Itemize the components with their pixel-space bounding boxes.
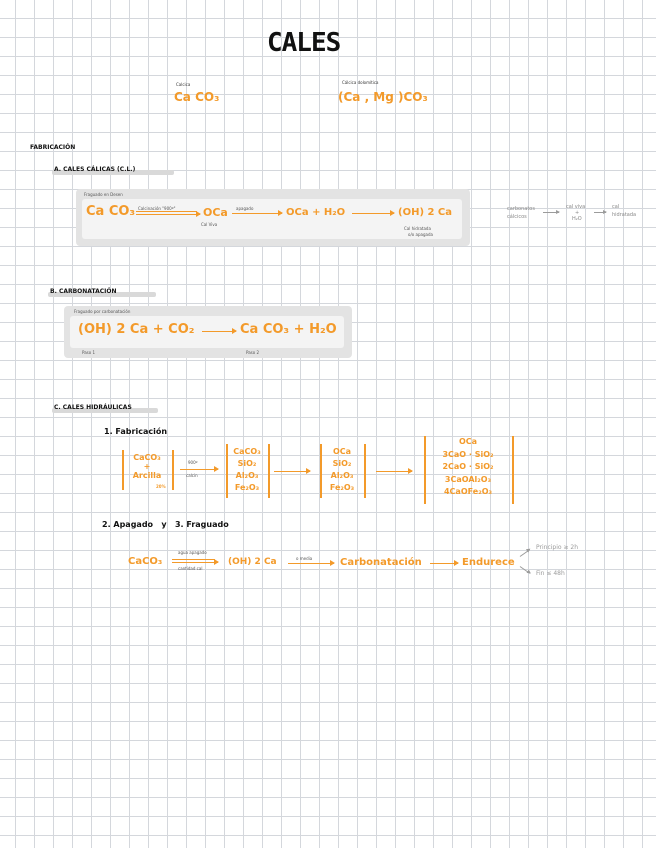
- a-formula-ohca: (OH) 2 Ca: [398, 207, 453, 218]
- c-col4: [426, 436, 510, 499]
- c-arrow1-bottom: calcin: [186, 473, 198, 478]
- c-col1-line3: Arcilla: [132, 471, 162, 480]
- a-arrow2: [232, 213, 282, 214]
- c-col2-line3: Al₂O₃: [235, 471, 259, 480]
- c-col2-line1: CaCO₃: [233, 447, 261, 456]
- a-cal-hidratada: Cal hidratada: [404, 226, 431, 231]
- c-seq-ohca: (OH) 2 Ca: [228, 557, 277, 567]
- c-seq-arrow2: [288, 563, 334, 564]
- c-col4-line2: 3CaO · SiO₂: [442, 449, 494, 459]
- side-h2o: H₂O: [572, 216, 582, 222]
- c-arrow1: [180, 469, 218, 470]
- c-branch-principio: Principio ≥ 2h: [536, 544, 579, 551]
- c-seq-arrow1: [172, 562, 218, 563]
- c-branch-arrow-down: [520, 566, 530, 574]
- calcica-label: Calcica: [176, 82, 191, 87]
- a-arrow1: [136, 214, 200, 215]
- side-hidratada: hidratada: [612, 212, 637, 218]
- c-col1-line2: +: [143, 462, 151, 471]
- c-branch-arrow-up: [520, 549, 530, 557]
- c-seq-caco3: CaCO₃: [128, 556, 163, 567]
- b-formula-left: (OH) 2 Ca + CO₂: [78, 322, 195, 337]
- c-branch-fin: Fin ≤ 48h: [536, 570, 565, 577]
- c-arrow1-top: 900º: [188, 460, 198, 465]
- page-title: CALES: [267, 28, 341, 58]
- c-col2: [228, 446, 266, 494]
- c-col2-line2: SiO₂: [237, 459, 257, 468]
- c-col1-note: 20%: [156, 484, 166, 489]
- c-seq-endurece: Endurece: [462, 557, 515, 568]
- b-arrow: [202, 331, 236, 332]
- side-cal-viva: cal viva: [566, 204, 586, 210]
- b-formula-right: Ca CO₃ + H₂O: [240, 322, 337, 337]
- c-col4-line3: 2CaO · SiO₂: [442, 462, 494, 471]
- section-b-heading: B. CARBONATACIÓN: [50, 288, 117, 295]
- c-arrow3: [376, 471, 412, 472]
- a-formula-oca: OCa: [203, 206, 228, 219]
- section-c-heading: C. CALES HIDRÁULICAS: [54, 404, 132, 411]
- side-arrow2: [594, 212, 606, 213]
- c-col2-line4: Fe₂O₃: [234, 483, 260, 492]
- c-col4-line1: OCa: [458, 437, 478, 446]
- c-seq-arrow1-top: agua apagado: [178, 550, 207, 555]
- b-paso2: Paso 2: [246, 350, 260, 355]
- c-col1-line1: CaCO₃: [133, 453, 161, 462]
- a-cal-viva: Cal Viva: [201, 222, 218, 227]
- c-col4-line5: 4CaOFe₂O₃: [443, 487, 492, 496]
- calcica-formula: Ca CO₃: [174, 90, 220, 104]
- c-col3-line2: SiO₂: [332, 459, 352, 468]
- side-carbonatos: carbonatos: [507, 206, 535, 212]
- c-seq-carbonatacion: Carbonatación: [340, 557, 422, 568]
- side-cal: cal: [612, 204, 620, 210]
- c-sub-apagado-fraguado: 2. Apagado y 3. Fraguado: [102, 520, 229, 529]
- section-b-box-label: Fraguado por carbonatación: [74, 309, 131, 314]
- side-plus: +: [575, 210, 580, 216]
- section-a-box-label: Fraguado en Desen: [84, 192, 123, 197]
- a-arrow3: [352, 213, 394, 214]
- c-col4-line4: 3CaOAl₂O₃: [444, 474, 492, 484]
- a-formula-oca-h2o: OCa + H₂O: [286, 207, 346, 218]
- c-arrow2: [274, 471, 310, 472]
- fabricacion-heading: FABRICACIÓN: [30, 144, 76, 151]
- c-sub-fabricacion: 1. Fabricación: [104, 427, 168, 436]
- c-col3-line4: Fe₂O₃: [329, 483, 355, 492]
- c-col3: [322, 446, 362, 494]
- b-paso1: Paso 1: [82, 350, 96, 355]
- c-seq-arrow1-bottom: cantidad cal: [178, 566, 203, 571]
- section-a-heading: A. CALES CÁLICAS (C.L.): [54, 166, 136, 173]
- c-col3-line1: OCa: [332, 447, 352, 456]
- dolomitica-formula: (Ca , Mg )CO₃: [338, 90, 428, 104]
- a-apagada: o/o apagada: [408, 232, 433, 237]
- section-a-box-inner: [82, 199, 462, 239]
- a-formula-caco3: Ca CO₃: [86, 204, 136, 219]
- a-arrow1-label: Calcinación "900º": [138, 206, 176, 211]
- side-calcicos: cálcicos: [507, 214, 527, 220]
- c-seq-arrow3: [430, 563, 458, 564]
- side-arrow1: [543, 212, 559, 213]
- dolomitica-label: Cálcica dolomítica: [342, 80, 379, 85]
- c-col3-line3: Al₂O₃: [330, 471, 354, 480]
- c-seq-arrow2-top: o media: [296, 556, 313, 561]
- a-arrow2-label: apagado: [236, 206, 254, 211]
- c-col1: [124, 452, 170, 482]
